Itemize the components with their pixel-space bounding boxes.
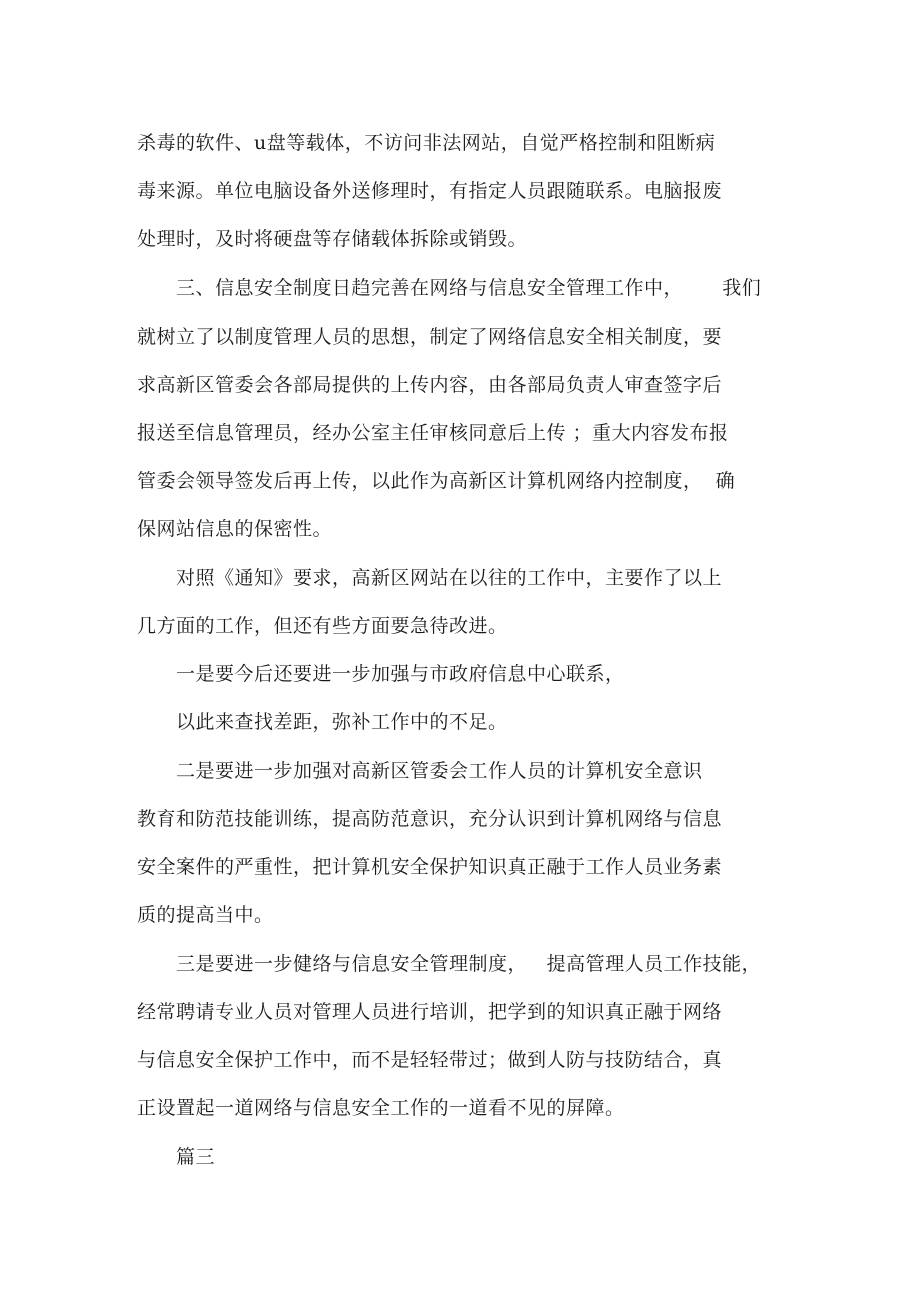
text-line-9: 保网站信息的保密性。 (137, 518, 333, 540)
text-line-3: 处理时，及时将硬盘等存储载体拆除或销毁。 (137, 228, 528, 250)
text-line-6: 求高新区管委会各部局提供的上传内容，由各部局负责人审查签字后 (137, 374, 723, 396)
text-line-18: 三是要进一步健络与信息安全管理制度， 提高管理人员工作技能， (176, 953, 762, 975)
text-line-15: 教育和防范技能训练，提高防范意识，充分认识到计算机网络与信息 (137, 808, 723, 830)
text-line-2: 毒来源。单位电脑设备外送修理时，有指定人员跟随联系。电脑报废 (137, 180, 723, 202)
text-line-17: 质的提高当中。 (137, 904, 274, 926)
text-line-14: 二是要进一步加强对高新区管委会工作人员的计算机安全意识 (176, 760, 703, 782)
text-line-1: 杀毒的软件、u盘等载体，不访问非法网站，自觉严格控制和阻断病 (137, 132, 716, 154)
text-line-20: 与信息安全保护工作中，而不是轻轻带过；做到人防与技防结合，真 (137, 1049, 723, 1071)
text-line-5: 就树立了以制度管理人员的思想，制定了网络信息安全相关制度，要 (137, 326, 723, 348)
text-line-13: 以此来查找差距，弥补工作中的不足。 (176, 711, 508, 733)
text-line-8: 管委会领导签发后再上传，以此作为高新区计算机网络内控制度， 确 (137, 470, 736, 492)
text-line-10: 对照《通知》要求，高新区网站在以往的工作中，主要作了以上 (176, 567, 723, 589)
text-line-11: 几方面的工作，但还有些方面要急待改进。 (137, 615, 508, 637)
text-line-7: 报送至信息管理员，经办公室主任审核同意后上传 ；重大内容发布报 (137, 422, 729, 444)
section-heading-pian-san: 篇三 (176, 1146, 216, 1168)
text-line-16: 安全案件的严重性，把计算机安全保护知识真正融于工作人员业务素 (137, 856, 723, 878)
text-line-21: 正设置起一道网络与信息安全工作的一道看不见的屏障。 (137, 1097, 625, 1119)
text-line-4: 三、信息安全制度日趋完善在网络与信息安全管理工作中， 我们 (176, 277, 762, 299)
text-line-19: 经常聘请专业人员对管理人员进行培训，把学到的知识真正融于网络 (137, 1001, 723, 1023)
text-line-12: 一是要今后还要进一步加强与市政府信息中心联系， (176, 663, 625, 685)
